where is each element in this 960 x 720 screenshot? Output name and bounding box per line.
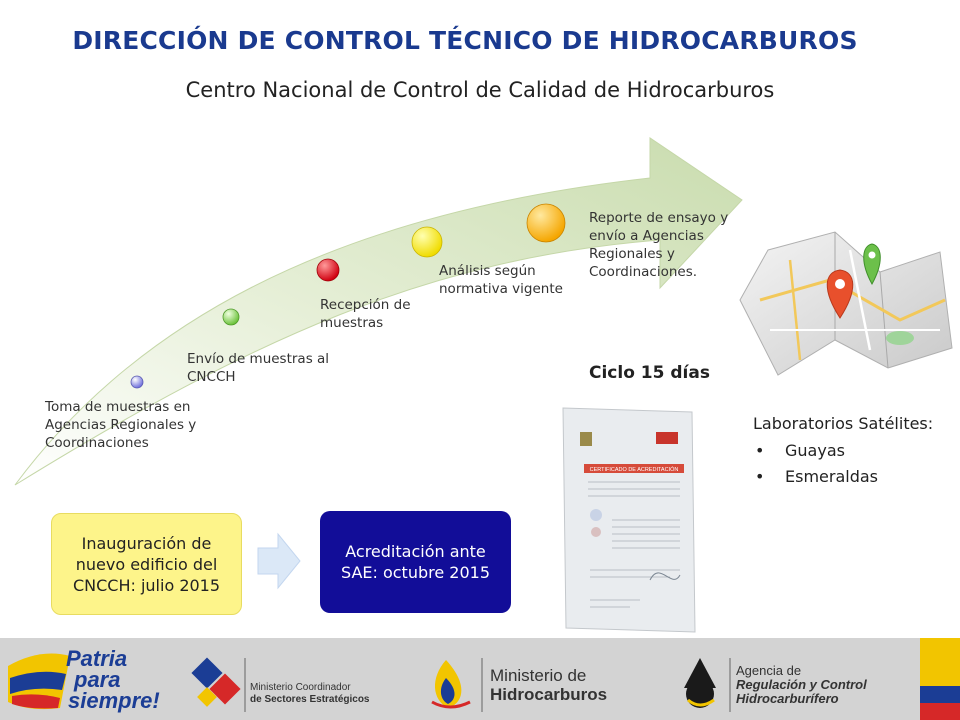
map-icon: [740, 232, 952, 375]
hydrocarbons-ministry-text: [490, 666, 607, 704]
milestone-arrow-icon: [258, 534, 300, 588]
coord-ministry-logo-icon: [191, 657, 245, 712]
cycle-duration: Ciclo 15 días: [589, 363, 710, 383]
step-marker-1: [131, 376, 143, 388]
arch-line-2: Regulación y Control: [736, 677, 867, 692]
step-marker-3: [317, 259, 339, 281]
min-line-1: Ministerio de: [490, 666, 587, 685]
page-subtitle: Centro Nacional de Control de Calidad de Hidrocarburos: [185, 78, 775, 102]
arch-agency-text: [736, 664, 867, 706]
footer-logo-bar: [0, 638, 960, 720]
satellite-labs: [753, 412, 943, 491]
milestone-building: [51, 513, 242, 615]
step-label-analysis: Análisis según normativa vigente: [439, 263, 563, 297]
step-label-report: Reporte de ensayo y envío a Agencias Regionales y Coordinaciones.: [589, 210, 729, 280]
satellite-list: [753, 439, 943, 488]
step-marker-5: [527, 204, 565, 242]
slogan-line-2: para: [74, 667, 121, 692]
arch-line-3: Hidrocarburífero: [736, 691, 839, 706]
certificate-header: CERTIFICADO DE ACREDITACIÓN: [589, 467, 679, 473]
step-label-shipping: Envío de muestras al CNCCH: [187, 351, 330, 385]
satellite-heading: Laboratorios Satélites:: [753, 414, 934, 433]
coord-ministry-text: [250, 682, 370, 706]
certificate-image: [563, 408, 695, 632]
milestone-accreditation: [320, 511, 511, 613]
coord-line-2: de Sectores Estratégicos: [250, 694, 370, 705]
page-title: DIRECCIÓN DE CONTROL TÉCNICO DE HIDROCARBUROS: [72, 26, 858, 55]
slogan-line-1: Patria: [66, 646, 128, 671]
satellite-item-guayas: • Guayas: [753, 439, 943, 462]
milestone-accreditation-text: Acreditación ante SAE: octubre 2015: [340, 542, 490, 582]
satellite-item-esmeraldas: • Esmeraldas: [753, 465, 943, 488]
step-label-reception: Recepción de muestras: [320, 297, 411, 331]
slogan-line-3: siempre!: [68, 688, 160, 713]
min-line-2: Hidrocarburos: [490, 685, 608, 704]
step-label-sampling: Toma de muestras en Agencias Regionales y Coordinaciones: [45, 399, 197, 451]
coord-line-1: Ministerio Coordinador: [250, 682, 351, 693]
patria-logo-icon: [8, 654, 70, 710]
hydrocarbons-ministry-logo-icon: [432, 658, 482, 712]
arch-line-1: Agencia de: [736, 663, 802, 678]
milestone-building-text: Inauguración de nuevo edificio del CNCCH: julio 2015: [72, 533, 221, 595]
slogan-text: [66, 648, 160, 711]
step-marker-2: [223, 309, 239, 325]
step-marker-4: [412, 227, 442, 257]
arch-logo-icon: [684, 658, 730, 712]
flag-icon: [920, 638, 960, 720]
